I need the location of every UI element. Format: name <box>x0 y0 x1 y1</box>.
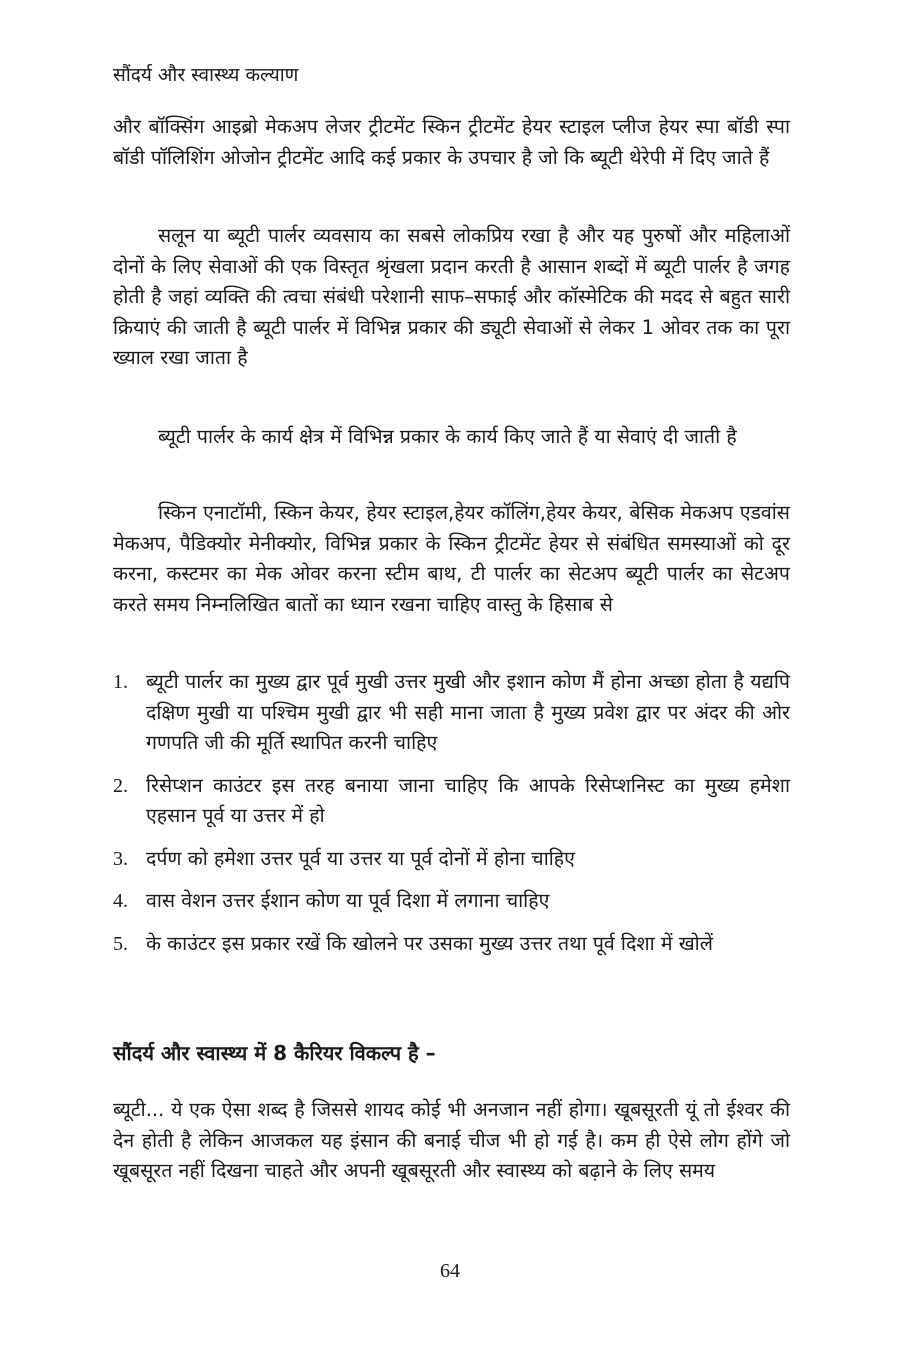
list-item-text: के काउंटर इस प्रकार रखें कि खोलने पर उसका मुख्य उत्तर तथा पूर्व दिशा में खोलें <box>146 931 713 955</box>
list-item-number: 5. <box>113 932 128 955</box>
running-head: सौंदर्य और स्वास्थ्य कल्याण <box>113 64 299 86</box>
list-item-number: 3. <box>113 847 128 870</box>
paragraph-work-area: ब्यूटी पार्लर के कार्य क्षेत्र में विभिन्न प्रकार के कार्य किए जाते हैं या सेवाएं दी जाती है <box>158 425 737 448</box>
paragraph-services-list: स्किन एनाटॉमी, स्किन केयर, हेयर स्टाइल,हेयर कॉलिंग,हेयर केयर, बेसिक मेकअप एडवांस मेकअप, पैडिक्योर मेनीक्योर, विभिन्न प्रकार के स्किन ट्रीटमेंट हेयर से संबंधित समस्याओं को दूर करना, कस्टमर का मेक ओवर करना स्टीम बाथ, टी पार्लर का सेटअप ब्यूटी पार्लर का सेटअप करते समय निम्नलिखित बातों का ध्यान रखना चाहिए वास्तु के हिसाब से <box>113 501 790 616</box>
paragraph-beauty-intro: ब्यूटी... ये एक ऐसा शब्द है जिससे शायद कोई भी अनजान नहीं होगा। खूबसूरती यूं तो ईश्वर की देन होती है लेकिन आजकल यह इंसान की बनाई चीज भी हो गई है। कम ही ऐसे लोग होंगे जो खूबसूरत नहीं दिखना चाहते और अपनी खूबसूरती और स्वास्थ्य को बढ़ाने के लिए समय <box>113 1098 790 1182</box>
list-item-number: 2. <box>113 774 128 797</box>
list-item <box>113 771 790 832</box>
vastu-list <box>113 667 790 971</box>
paragraph-salon-business: सलून या ब्यूटी पार्लर व्यवसाय का सबसे लोकप्रिय रखा है और यह पुरुषों और महिलाओं दोनों के लिए सेवाओं की एक विस्तृत श्रृंखला प्रदान करती है आसान शब्दों में ब्यूटी पार्लर है जगह होती है जहां व्यक्ति की त्वचा संबंधी परेशानी साफ–सफाई और कॉस्मेटिक की मदद से बहुत सारी क्रियाएं की जाती है ब्यूटी पार्लर में विभिन्न प्रकार की ड्यूटी सेवाओं से लेकर 1 ओवर तक का पूरा ख्याल रखा जाता है <box>113 224 790 369</box>
list-item-number: 4. <box>113 890 128 912</box>
section-heading: सौंदर्य और स्वास्थ्य में 8 कैरियर विकल्प है – <box>113 1041 436 1065</box>
list-item-text: ब्यूटी पार्लर का मुख्य द्वार पूर्व मुखी उत्तर मुखी और इशान कोण मैं होना अच्छा होता है यद्यपि दक्षिण मुखी या पश्चिम मुखी द्वार भी सही माना जाता है मुख्य प्रवेश द्वार पर अंदर की ओर गणपति जी की मूर्ति स्थापित करनी चाहिए <box>146 670 790 754</box>
list-item <box>113 886 790 917</box>
paragraph-treatments: और बॉक्सिंग आइब्रो मेकअप लेजर ट्रीटमेंट स्किन ट्रीटमेंट हेयर स्टाइल प्लीज हेयर स्पा बॉडी स्पा बॉडी पॉलिशिंग ओजोन ट्रीटमेंट आदि कई प्रकार के उपचार है जो कि ब्यूटी थेरेपी में दिए जाते हैं <box>113 115 790 169</box>
list-item-text: रिसेप्शन काउंटर इस तरह बनाया जाना चाहिए कि आपके रिसेप्शनिस्ट का मुख्य हमेशा एहसान पूर्व या उत्तर में हो <box>146 773 790 827</box>
list-item-number: 1. <box>113 671 128 693</box>
list-item <box>113 667 790 759</box>
list-item-text: दर्पण को हमेशा उत्तर पूर्व या उत्तर या पूर्व दोनों में होना चाहिए <box>146 846 575 870</box>
list-item-text: वास वेशन उत्तर ईशान कोण या पूर्व दिशा में लगाना चाहिए <box>146 889 550 912</box>
list-item <box>113 844 790 875</box>
list-item <box>113 929 790 960</box>
page-number: 64 <box>440 1260 460 1282</box>
